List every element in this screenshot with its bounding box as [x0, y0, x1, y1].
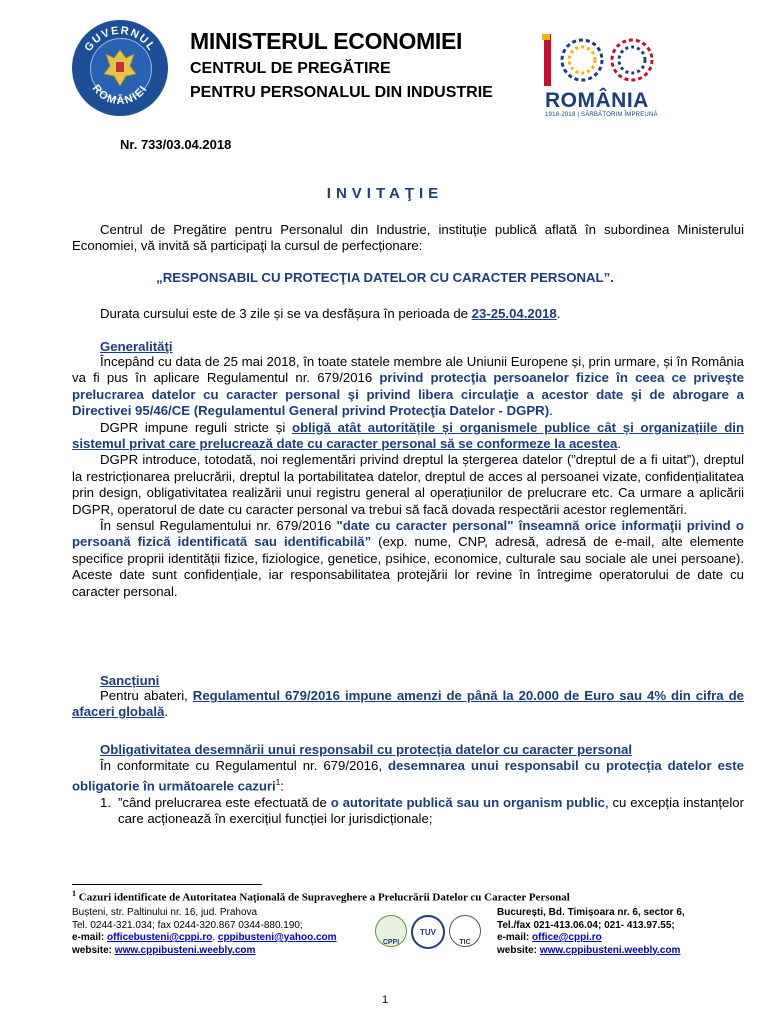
certification-badges — [375, 915, 481, 949]
website-link[interactable]: www.cppibusteni.weebly.com — [539, 944, 681, 956]
paragraph: În sensul Regulamentului nr. 679/2016 "date cu caracter personal" înseamnă orice informaţii privind o persoană fizică identificată sau identificabilă” (exp. nume, CNP, adresă, adresă de e-mail, alte elemente specifice proprii identității fizice, fiziologice, genetice, psihice, economice, culturale sau sociale ale unei persoane). Aceste date sunt confidențiale, iar responsabilitatea protejării lor revine în întregime operatorului de date cu caracter personal. — [72, 518, 745, 599]
paragraph: DGPR impune reguli stricte și obligă atât autoritățile și organismele publice cât și organizațiile din sistemul privat care prelucrează date cu caracter personal să se conformeze la acestea. — [72, 419, 745, 452]
section-generalitati — [72, 339, 744, 600]
intro-paragraph: Centrul de Pregătire pentru Personalul din Industrie, instituție publică aflată în subordinea Ministerului Economiei, vă invită să participaţi la cursul de perfecționare: — [72, 222, 744, 254]
footer-left: Bușteni, str. Paltinului nr. 16, jud. Prahova Tel. 0244-321.034; fax 0244-320.867 0344-880.190; e-mail: officebusteni@cppi.ro, cppibusteni@yahoo.com website: www.cppibusteni.weebly.com — [72, 907, 337, 956]
svg-text:ROMÂNIEI: ROMÂNIEI — [89, 82, 151, 108]
tuv-badge: TUV — [411, 915, 445, 949]
course-duration: Durata cursului este de 3 zile și se va desfășura în perioada de 23-25.04.2018. — [100, 306, 561, 321]
government-seal-logo — [72, 20, 168, 116]
ministry-name: MINISTERUL ECONOMIEI — [190, 28, 463, 54]
section-heading: Obligativitatea desemnării unui responsabil cu protecția datelor cu caracter personal — [100, 742, 633, 757]
course-name: „RESPONSABIL CU PROTECŢIA DATELOR CU CARACTER PERSONAL”. — [156, 270, 614, 285]
tic-badge: TIC — [449, 915, 481, 947]
email-link[interactable]: cppibusteni@yahoo.com — [217, 932, 337, 943]
center-name-line1: CENTRUL DE PREGĂTIRE — [190, 60, 391, 77]
document-number: Nr. 733/03.04.2018 — [120, 137, 232, 152]
paragraph: Începând cu data de 25 mai 2018, în toate statele membre ale Uniunii Europene și, prin urmare, și în România va fi pus în aplicare Regulamentul nr. 679/2016 privind protecţia persoanelor fizice în ceea ce priveşte prelucrarea datelor cu caracter personal şi privind libera circulaţie a acestor date şi de abrogare a Directivei 95/46/CE (Regulamentul General privind Protecţia Datelor - DGPR). — [72, 354, 744, 419]
website-link[interactable]: www.cppibusteni.weebly.com — [114, 944, 256, 956]
svg-text:GUVERNUL: GUVERNUL — [82, 24, 158, 54]
center-name-line2: PENTRU PERSONALUL DIN INDUSTRIE — [190, 84, 493, 101]
cppi-badge: CPPI — [375, 915, 407, 947]
section-obligativitate — [72, 742, 744, 827]
section-sanctiuni — [72, 673, 744, 721]
logo-subtext: 1918-2018 | SĂRBĂTORIM ÎMPREUNĂ — [545, 112, 658, 118]
logo-text: ROMÂNIA — [545, 89, 649, 112]
footnote: $^1$ Cazuri identificate de Autoritatea Națională de Supraveghere a Prelucrării Datelor cu Caracter Personal — [72, 889, 570, 904]
page-number: 1 — [381, 994, 389, 1006]
email-link[interactable]: officebusteni@cppi.ro — [107, 932, 213, 943]
list-item: 1. ”când prelucrarea este efectuată de o autoritate publică sau un organism public, cu excepția instanțelor care acționează în exercițiul funcției lor jurisdicționale; — [100, 794, 745, 827]
footer-right: București, Bd. Timișoara nr. 6, sector 6, Tel./fax 021-413.06.04; 021- 413.97.55; e-mail: office@cppi.ro website: www.cppibusteni.weebly.com — [497, 907, 685, 956]
section-heading: Generalităţi — [100, 339, 173, 354]
footnote-divider — [72, 884, 262, 885]
course-dates: 23-25.04.2018 — [471, 306, 557, 321]
paragraph: DGPR introduce, totodată, noi reglementări privind dreptul la ștergerea datelor (”dreptul de a fi uitat”), dreptul la restricționarea prelucrării, dreptul la portabilitatea datelor, dreptul de acces al persoanei vizate, confidențialitatea prin design, obligativitatea realizării unui registru general al operațiunilor de prelucrare etc. Ca urmare a aplicării DGPR, operatorul de date cu caracter personal va trebui să facă dovada respectării acestor reglementări. — [72, 452, 744, 517]
paragraph: În conformitate cu Regulamentul nr. 679/2016, desemnarea unui responsabil cu protecția datelor este obligatorie în următoarele cazuri$^1$: — [72, 758, 744, 794]
section-heading: Sancțiuni — [100, 673, 160, 688]
document-title: INVITAŢIE — [326, 185, 444, 202]
email-link[interactable]: office@cppi.ro — [532, 932, 602, 943]
paragraph: Pentru abateri, Regulamentul 679/2016 impune amenzi de până la 20.000 de Euro sau 4% din cifra de afaceri globală. — [72, 688, 744, 720]
